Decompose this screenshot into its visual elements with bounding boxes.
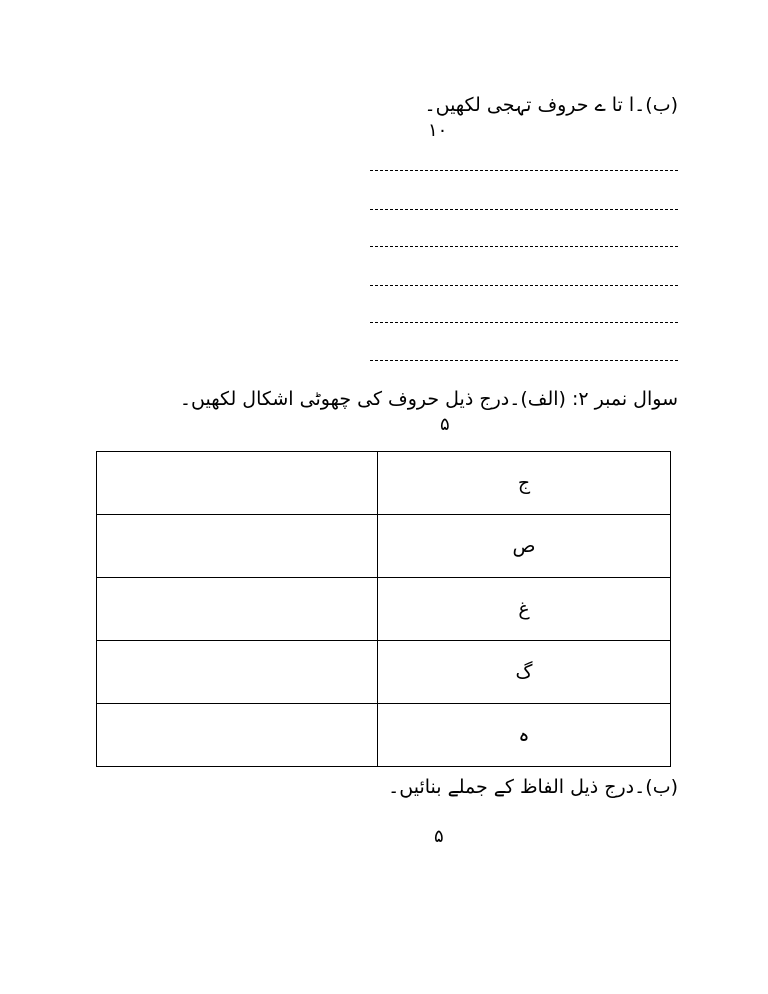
writing-line[interactable] [370,322,678,323]
table-row [97,452,671,515]
letter-forms-table [96,451,671,767]
writing-line[interactable] [370,246,678,247]
letter-cell: ج [378,452,671,515]
letter-cell: ص [378,515,671,578]
letter-cell: غ [378,578,671,641]
writing-line[interactable] [370,209,678,210]
answer-cell[interactable] [97,641,378,704]
table-row [97,515,671,578]
question-2b-heading: (ب)۔درج ذیل الفاظ کے جملے بنائیں۔ [388,776,678,798]
answer-cell[interactable] [97,515,378,578]
writing-line[interactable] [370,170,678,171]
question-2-marks: ۵ [440,414,450,435]
writing-line[interactable] [370,360,678,361]
answer-cell[interactable] [97,704,378,767]
letter-cell: ہ [378,704,671,767]
question-2-heading: سوال نمبر ۲: (الف)۔درج ذیل حروف کی چھوٹی اشکال لکھیں۔ [179,388,678,410]
table-row [97,704,671,767]
question-2b-marks: ۵ [434,826,444,847]
section-b-heading: (ب)۔ا تا ے حروف تہجی لکھیں۔ [424,94,678,116]
table-row [97,578,671,641]
answer-cell[interactable] [97,452,378,515]
table-row [97,641,671,704]
answer-cell[interactable] [97,578,378,641]
section-b-marks: ۱۰ [428,120,448,141]
writing-line[interactable] [370,285,678,286]
letter-cell: گ [378,641,671,704]
